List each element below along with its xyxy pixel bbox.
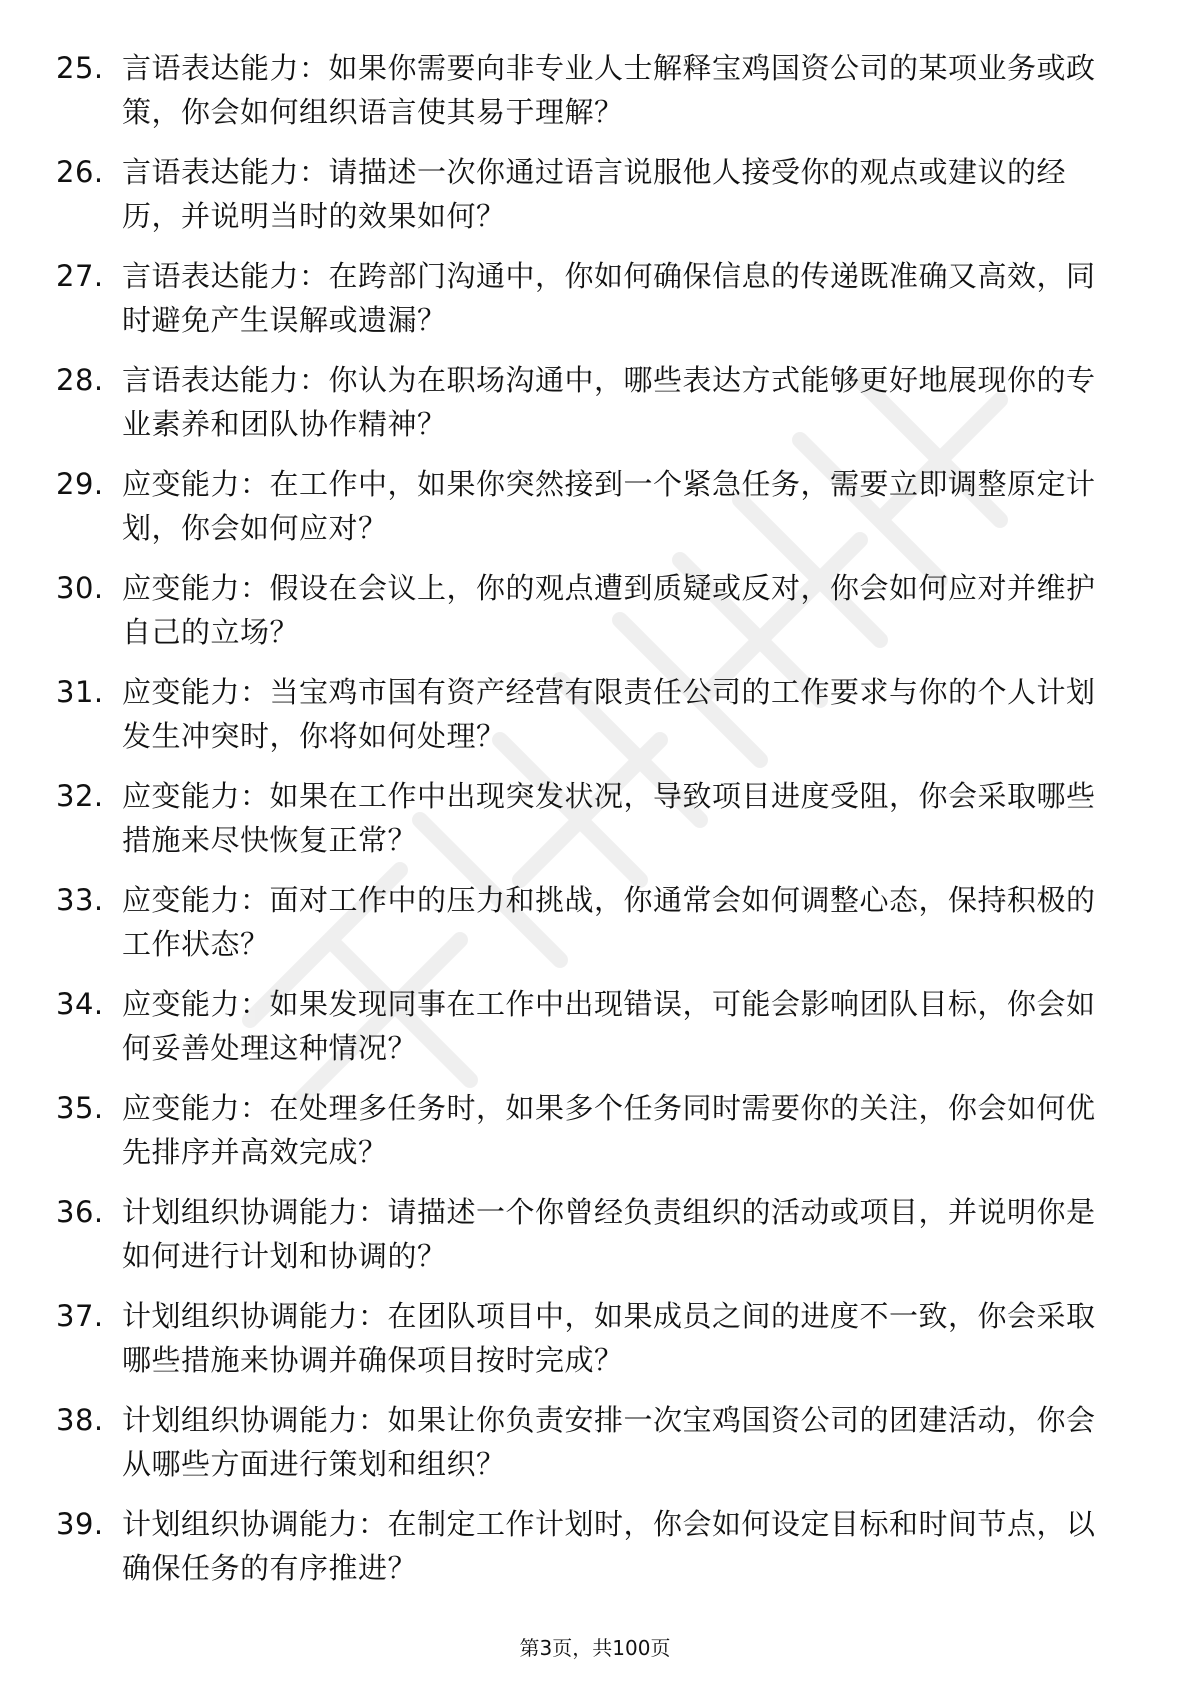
question-number: 37. [56,1299,104,1333]
question-item [56,1398,1116,1502]
question-text: 言语表达能力：如果你需要向非专业人士解释宝鸡国资公司的某项业务或政策，你会如何组织语言使其易于理解？ [122,51,1096,129]
question-number: 31. [56,675,104,709]
question-text: 计划组织协调能力：请描述一个你曾经负责组织的活动或项目，并说明你是如何进行计划和协调的？ [122,1195,1096,1273]
question-number: 34. [56,987,104,1021]
question-number: 28. [56,363,104,397]
question-number: 26. [56,155,104,189]
question-text: 应变能力：假设在会议上，你的观点遭到质疑或反对，你会如何应对并维护自己的立场？ [122,571,1096,649]
question-item [56,670,1116,774]
question-text: 应变能力：当宝鸡市国有资产经营有限责任公司的工作要求与你的个人计划发生冲突时，你将如何处理？ [122,675,1096,753]
question-text: 应变能力：面对工作中的压力和挑战，你通常会如何调整心态，保持积极的工作状态？ [122,883,1096,961]
question-text: 计划组织协调能力：在团队项目中，如果成员之间的进度不一致，你会采取哪些措施来协调并确保项目按时完成？ [122,1299,1096,1377]
page-footer: 第3页，共100页 [519,1636,671,1660]
question-item [56,150,1116,254]
question-number: 38. [56,1403,104,1437]
question-item [56,1190,1116,1294]
question-number: 27. [56,259,104,293]
question-item [56,46,1116,150]
question-text: 计划组织协调能力：如果让你负责安排一次宝鸡国资公司的团建活动，你会从哪些方面进行策划和组织？ [122,1403,1096,1481]
question-item [56,982,1116,1086]
question-list [56,46,1116,1606]
question-item [56,566,1116,670]
question-item [56,878,1116,982]
question-number: 36. [56,1195,104,1229]
question-item [56,1086,1116,1190]
question-text: 应变能力：如果发现同事在工作中出现错误，可能会影响团队目标，你会如何妥善处理这种情况？ [122,987,1096,1065]
question-item [56,1502,1116,1606]
question-item [56,254,1116,358]
question-text: 计划组织协调能力：在制定工作计划时，你会如何设定目标和时间节点，以确保任务的有序推进？ [122,1507,1096,1585]
question-number: 39. [56,1507,104,1541]
question-number: 25. [56,51,104,85]
question-text: 言语表达能力：在跨部门沟通中，你如何确保信息的传递既准确又高效，同时避免产生误解或遗漏？ [122,259,1096,337]
question-text: 应变能力：在处理多任务时，如果多个任务同时需要你的关注，你会如何优先排序并高效完成？ [122,1091,1096,1169]
question-item [56,774,1116,878]
question-text: 言语表达能力：请描述一次你通过语言说服他人接受你的观点或建议的经历，并说明当时的效果如何？ [122,155,1067,233]
question-item [56,1294,1116,1398]
question-text: 应变能力：如果在工作中出现突发状况，导致项目进度受阻，你会采取哪些措施来尽快恢复正常？ [122,779,1096,857]
question-number: 35. [56,1091,104,1125]
question-number: 30. [56,571,104,605]
question-item [56,358,1116,462]
question-text: 言语表达能力：你认为在职场沟通中，哪些表达方式能够更好地展现你的专业素养和团队协作精神？ [122,363,1096,441]
question-text: 应变能力：在工作中，如果你突然接到一个紧急任务，需要立即调整原定计划，你会如何应对？ [122,467,1096,545]
question-number: 29. [56,467,104,501]
question-number: 32. [56,779,104,813]
question-number: 33. [56,883,104,917]
question-item [56,462,1116,566]
